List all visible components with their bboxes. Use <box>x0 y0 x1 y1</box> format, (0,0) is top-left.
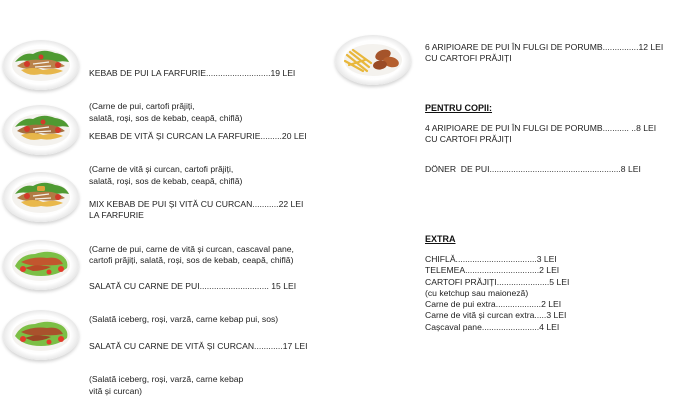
menu-item-title: SALATĂ CU CARNE DE VITĂ ȘI CURCAN............17 LEI <box>89 340 308 351</box>
menu-item-aripioare-4: 4 ARIPIOARE DE PUI ÎN FULGI DE PORUMB........... ..8 LEI CU CARTOFI PRĂJIȚI <box>425 123 657 145</box>
menu-item-title: KEBAB DE VITĂ ȘI CURCAN LA FARFURIE.........20 LEI <box>89 130 307 141</box>
menu-item-title: MIX KEBAB DE PUI ȘI VITĂ CU CURCAN...........22 LEI LA FARFURIE <box>89 198 304 220</box>
menu-item-description: (Carne de pui, carne de vită și curcan, cascaval pane, cartofi prăjiți, salată, roși, sos de kebab, ceapă, chiflă) <box>89 243 294 266</box>
menu-item-salata-vita-curcan <box>89 318 308 408</box>
menu-item-doner-pui: DÖNER DE PUI.......................................................8 LEI <box>425 164 641 174</box>
kebab-plate-image <box>3 105 79 155</box>
menu-item-title: KEBAB DE PUI LA FARFURIE...........................19 LEI <box>89 67 296 78</box>
menu-item-description: (Carne de pui, cartofi prăjiți, salată, roși, sos de kebab, ceapă, chiflă) <box>89 101 243 123</box>
kids-section-heading: PENTRU COPII: <box>425 103 493 113</box>
menu-item-description: (Salată iceberg, roși, varză, carne kebap pui, sos) <box>89 314 279 325</box>
kebab-plate-image <box>3 40 79 90</box>
menu-item-aripioare-6: 6 ARIPIOARE DE PUI ÎN FULGI DE PORUMB...............12 LEI CU CARTOFI PRĂJIȚI <box>425 42 664 64</box>
menu-item-description: (Salată iceberg, roși, varză, carne kebap vită și curcan) <box>89 374 244 396</box>
salad-plate-image <box>3 310 79 360</box>
menu-item-title: SALATĂ CU CARNE DE PUI............................. 15 LEI <box>89 280 297 291</box>
extra-section-heading: EXTRA <box>425 234 456 244</box>
wings-plate-image <box>335 35 411 85</box>
menu-item-description: (Carne de vită și curcan, cartofi prăjiți, salată, roși, sos de kebab, ceapă, chiflă) <box>89 164 243 186</box>
kebab-plate-image <box>3 172 79 222</box>
salad-plate-image <box>3 240 79 290</box>
extra-items-list: CHIFLĂ..................................3 LEI TELEMEA...............................2 LEI CARTOFI PRĂJIȚI......................5 LEI (cu ketchup sau maioneză) Carne de pui extra...................2 LEI Carne de vită și curcan extra.....3 LEI Cașcaval pane........................4 LEI <box>425 254 570 332</box>
